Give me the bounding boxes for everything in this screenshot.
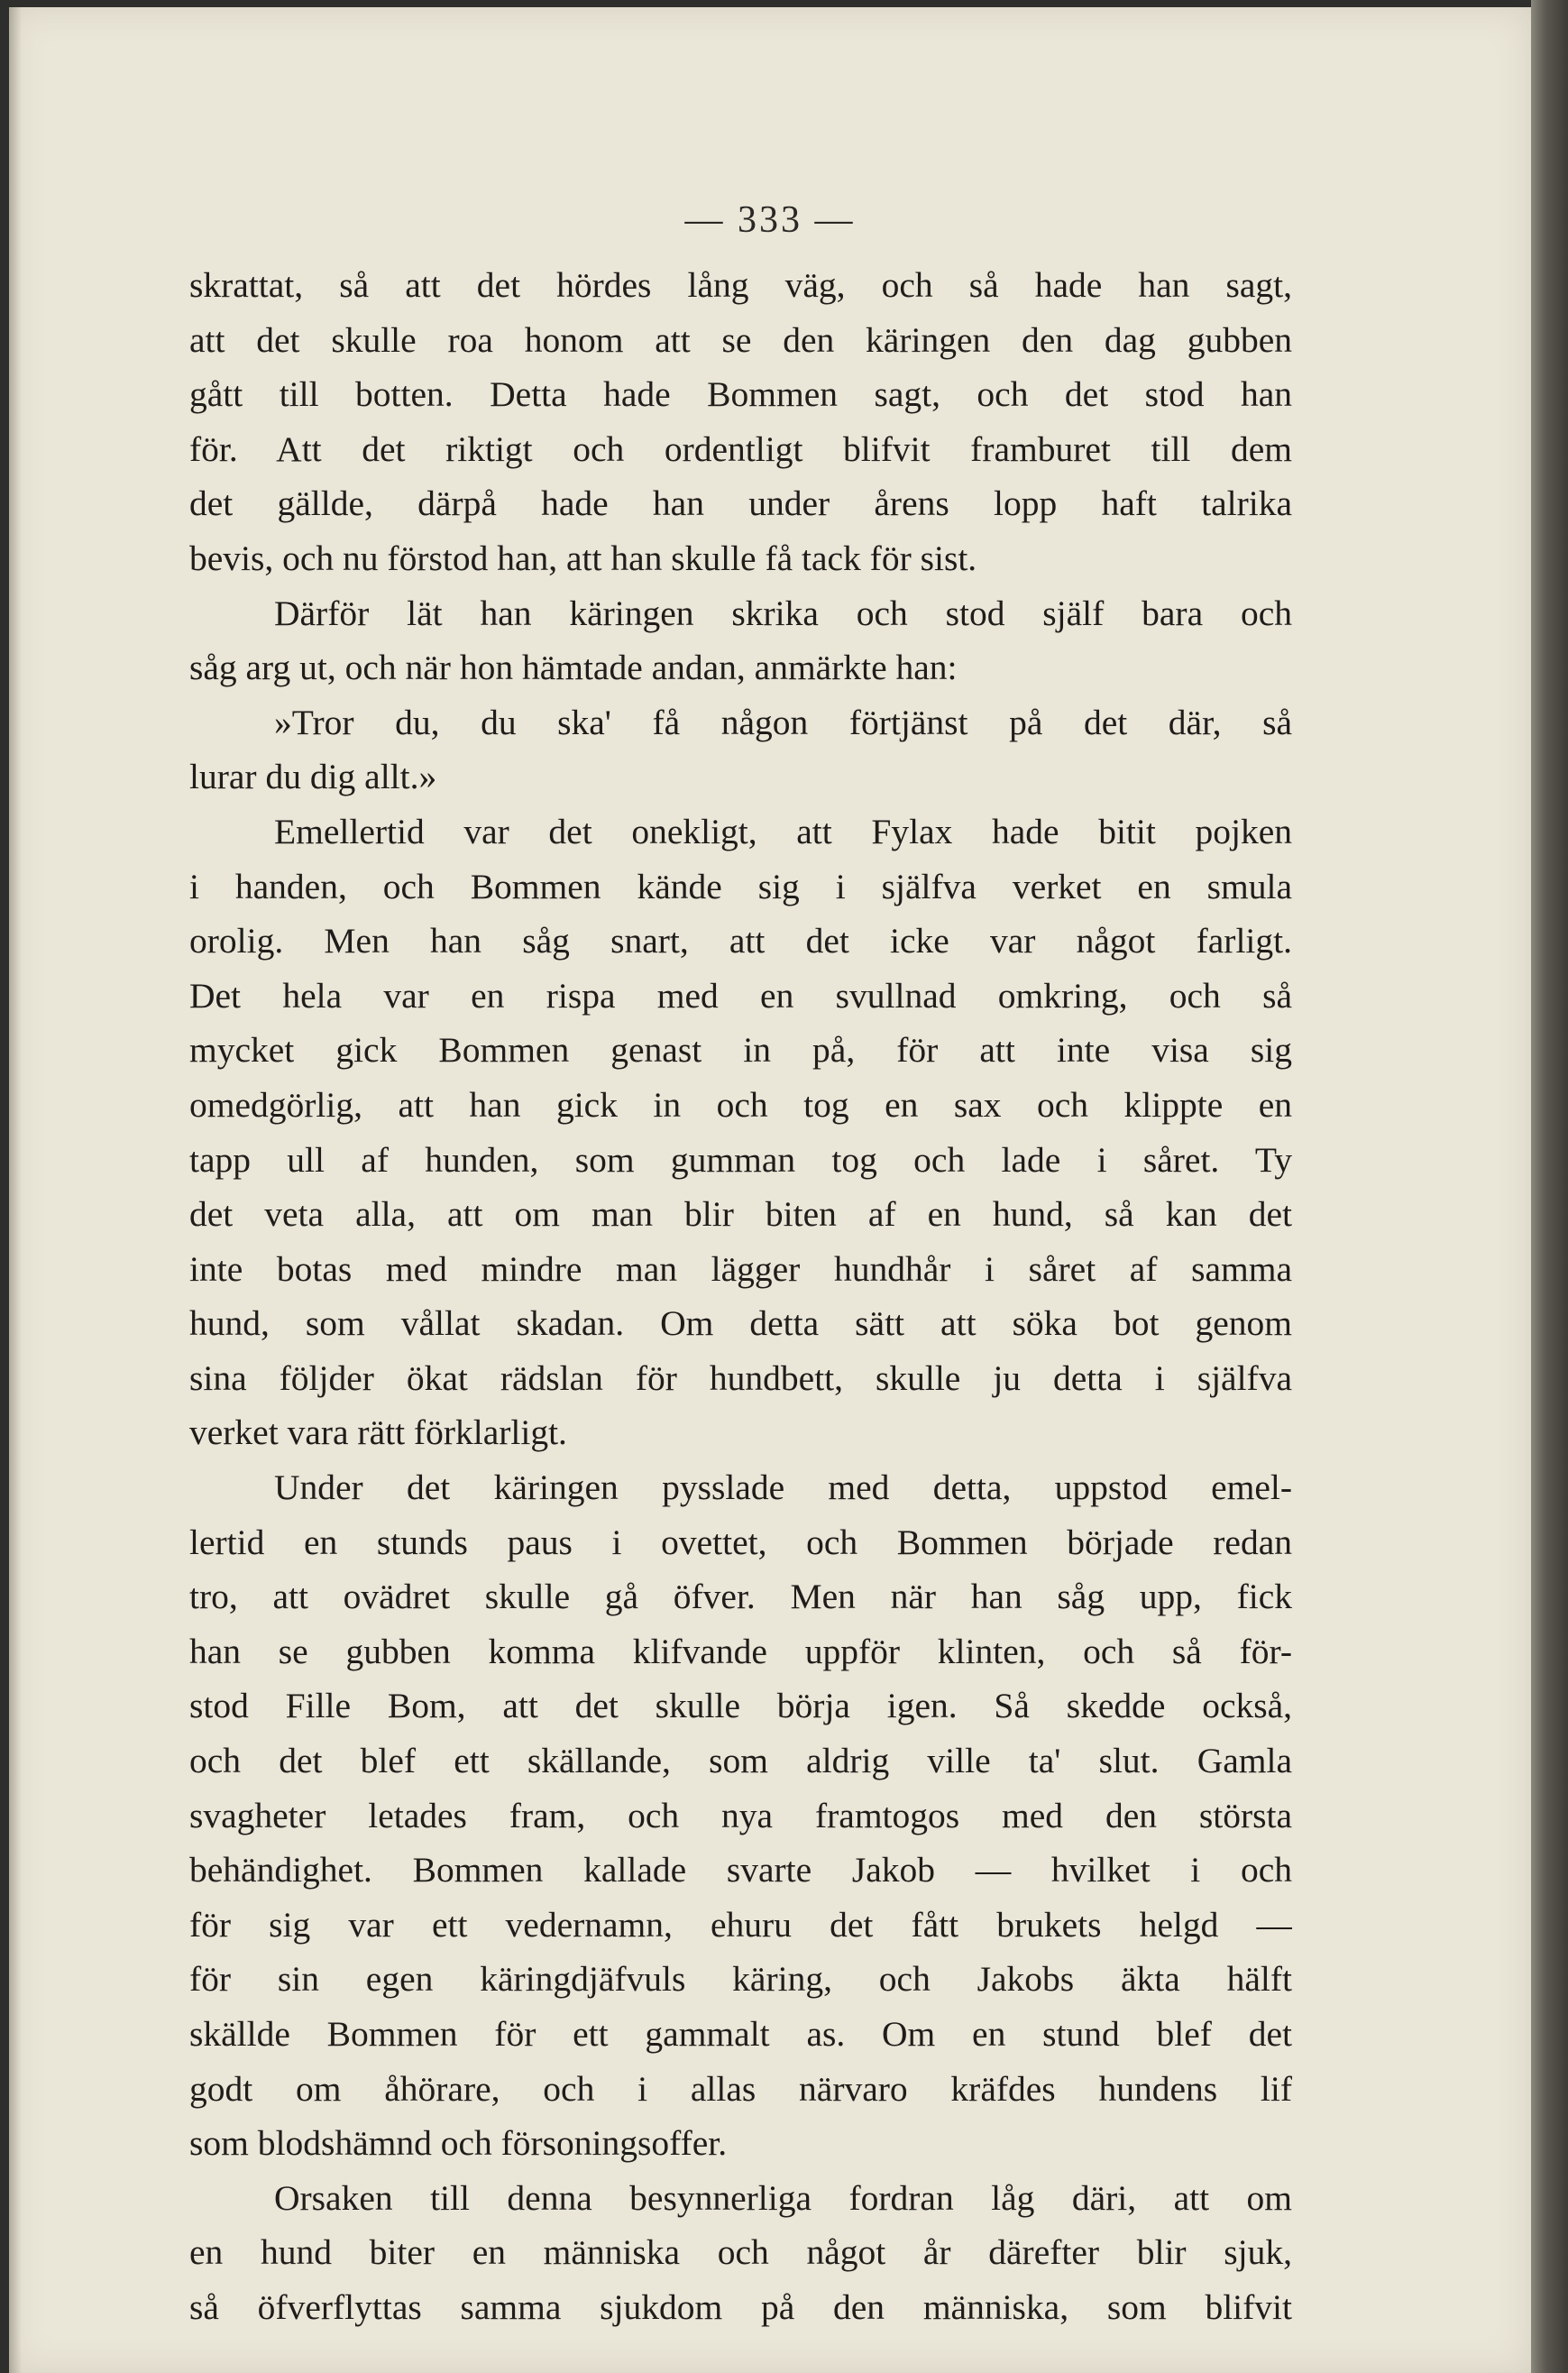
page-binding-shadow: [9, 7, 22, 2373]
text-line: lertid en stunds paus i ovettet, och Bommen började redan: [189, 1522, 1292, 1562]
text-line: lurar du dig allt.»: [189, 757, 437, 797]
text-line: godt om åhörare, och i allas närvaro kräfdes hundens lif: [189, 2068, 1292, 2109]
text-line: omedgörlig, att han gick in och tog en sax och klippte en: [189, 1084, 1292, 1125]
page-number: — 333 —: [684, 199, 856, 241]
text-line: hund, som vållat skadan. Om detta sätt att söka bot genom: [189, 1303, 1292, 1344]
text-line: tro, att ovädret skulle gå öfver. Men när han såg upp, fick: [189, 1577, 1292, 1617]
text-line: behändighet. Bommen kallade svarte Jakob — hvilket i och: [189, 1850, 1292, 1890]
text-line: för sin egen käringdjäfvuls käring, och Jakobs äkta hälft: [189, 1959, 1292, 2000]
text-line: det veta alla, att om man blir biten af en hund, så kan det: [189, 1194, 1292, 1235]
text-line: att det skulle roa honom att se den käringen den dag gubben: [189, 319, 1292, 360]
body-text: [189, 258, 1292, 2335]
text-line: bevis, och nu förstod han, att han skulle få tack för sist.: [189, 538, 977, 578]
text-line: såg arg ut, och när hon hämtade andan, anmärkte han:: [189, 648, 958, 688]
text-line: skrattat, så att det hördes lång väg, och så hade han sagt,: [189, 265, 1292, 305]
text-line: inte botas med mindre man lägger hundhår i såret af samma: [189, 1248, 1292, 1289]
text-line: sina följder ökat rädslan för hundbett, skulle ju detta i själfva: [189, 1357, 1292, 1398]
text-line: orolig. Men han såg snart, att det icke var något farligt.: [189, 921, 1292, 961]
text-line: i handen, och Bommen kände sig i själfva verket en smula: [189, 866, 1292, 906]
text-line: verket vara rätt förklarligt.: [189, 1412, 567, 1453]
book-page: [9, 7, 1531, 2373]
text-line: Orsaken till denna besynnerliga fordran låg däri, att om: [274, 2177, 1292, 2218]
text-line: för sig var ett vedernamn, ehuru det fått brukets helgd —: [189, 1904, 1292, 1945]
text-line: svagheter letades fram, och nya framtogos med den största: [189, 1795, 1292, 1835]
text-line: Därför lät han käringen skrika och stod själf bara och: [274, 593, 1292, 633]
text-line: gått till botten. Detta hade Bommen sagt, och det stod han: [189, 374, 1292, 415]
scan-background-edge: [1531, 0, 1568, 2373]
text-line: Under det käringen pysslade med detta, uppstod emel-: [274, 1467, 1292, 1508]
text-line: »Tror du, du ska' få någon förtjänst på det där, så: [274, 702, 1292, 742]
text-line: stod Fille Bom, att det skulle börja igen. Så skedde också,: [189, 1686, 1292, 1726]
text-line: det gällde, därpå hade han under årens lopp haft talrika: [189, 483, 1292, 524]
text-line: han se gubben komma klifvande uppför klinten, och så för-: [189, 1631, 1292, 1671]
text-line: och det blef ett skällande, som aldrig ville ta' slut. Gamla: [189, 1741, 1292, 1781]
text-line: Emellertid var det onekligt, att Fylax hade bitit pojken: [274, 811, 1292, 851]
text-line: som blodshämnd och försoningsoffer.: [189, 2123, 728, 2164]
text-line: skällde Bommen för ett gammalt as. Om en stund blef det: [189, 2014, 1292, 2054]
text-line: Det hela var en rispa med en svullnad omkring, och så: [189, 975, 1292, 1016]
text-line: mycket gick Bommen genast in på, för att inte visa sig: [189, 1030, 1292, 1071]
text-line: tapp ull af hunden, som gumman tog och lade i såret. Ty: [189, 1139, 1292, 1180]
text-line: en hund biter en människa och något år därefter blir sjuk,: [189, 2232, 1292, 2273]
text-line: för. Att det riktigt och ordentligt blifvit framburet till dem: [189, 428, 1292, 469]
text-line: så öfverflyttas samma sjukdom på den människa, som blifvit: [189, 2286, 1292, 2327]
